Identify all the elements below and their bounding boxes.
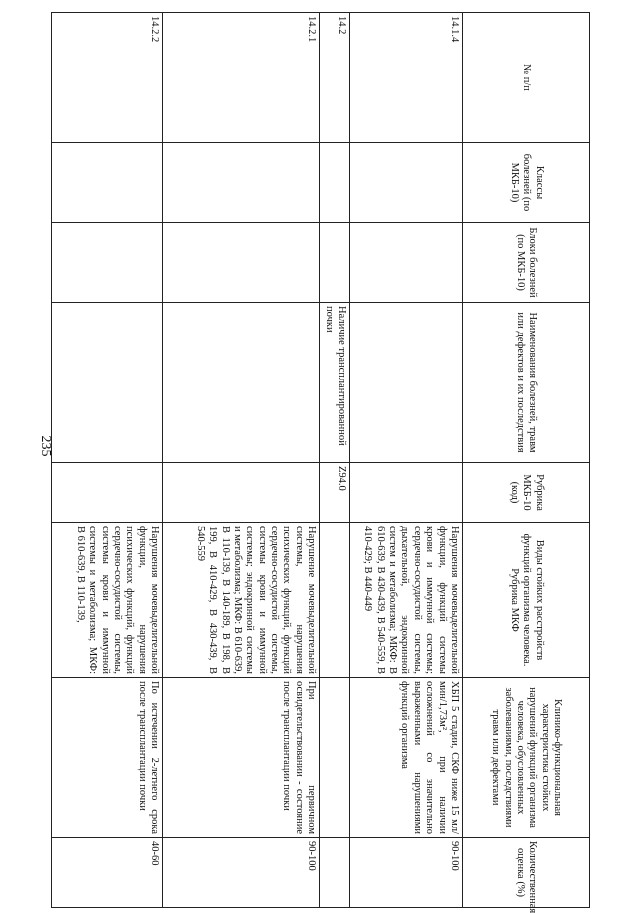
cell-clinical-characteristic: По истечении 2-летнего срока после трансплантации почки [52, 678, 163, 838]
cell-score: 40-60 [52, 838, 163, 908]
cell-disorder-type: Нарушение мочевыделительной системы, нарушения психических функций, функций сердечно-сосудистой системы, системы крови и иммунной системы; эндокринной системы и метаболизма; МКФ: B 610-639, B 110-139, B 140-189, B 198, B 199, B 410-429, B 430-439, B 540-559 [163, 523, 320, 678]
cell-disorder-type: Нарушения мочевыделительной функции, нарушения психических функций, функций сердечно-сосудистой системы, системы крови и иммунной системы и метаболизма; МКФ: B 610-639, B 110-139, [52, 523, 163, 678]
rotated-table-container [75, 12, 590, 913]
cell-code [163, 463, 320, 523]
table-row [52, 13, 163, 908]
header-disorder-type: Виды стойких расстройств функций организма человека. Рубрика МКФ [463, 523, 590, 678]
table-row [350, 13, 463, 908]
cell-score [320, 838, 350, 908]
cell-block [320, 223, 350, 303]
cell-class [350, 143, 463, 223]
table-row [320, 13, 350, 908]
cell-clinical-characteristic: При первичном освидетельствовании - состояние после трансплантации почки [163, 678, 320, 838]
cell-name [163, 303, 320, 463]
cell-code [52, 463, 163, 523]
header-quantitative-score: Количественная оценка (%) [463, 838, 590, 908]
header-icd-code: Рубрика МКБ-10 (код) [463, 463, 590, 523]
cell-clinical-characteristic [320, 678, 350, 838]
cell-number: 14.2.2 [52, 13, 163, 143]
cell-block [163, 223, 320, 303]
cell-disorder-type [320, 523, 350, 678]
header-disease-name: Наименования болезней, травм или дефектов и их последствия [463, 303, 590, 463]
header-disease-class: Классы болезней (по МКБ-10) [463, 143, 590, 223]
header-number: № п/п [463, 13, 590, 143]
header-clinical-characteristic: Клинико-функциональная характеристика стойких нарушений функций организма человека, обусловленных заболеваниями, последствиями травм или дефектами [463, 678, 590, 838]
cell-class [163, 143, 320, 223]
cell-name [52, 303, 163, 463]
header-disease-block: Блоки болезней (по МКБ-10) [463, 223, 590, 303]
cell-disorder-type: Нарушения мочевыделительной функции, функций системы крови и иммунной системы; сердечно-сосудистой системы, дыхательной, эндокринной систем и метаболизма; МКФ: B 610-639, B 430-439, B 540-559, B 410-429; B 440-449 [350, 523, 463, 678]
table-header-row [463, 13, 590, 908]
cell-name [350, 303, 463, 463]
cell-block [350, 223, 463, 303]
cell-code: Z94.0 [320, 463, 350, 523]
cell-number: 14.1.4 [350, 13, 463, 143]
cell-block [52, 223, 163, 303]
disability-criteria-table [51, 12, 590, 913]
cell-number: 14.2 [320, 13, 350, 143]
table-row [163, 13, 320, 908]
cell-score: 90-100 [163, 838, 320, 908]
cell-score: 90-100 [350, 838, 463, 908]
page-number: 235 [38, 435, 53, 457]
cell-code [350, 463, 463, 523]
cell-clinical-characteristic: ХБП 5 стадии, СКФ ниже 15 мл/мин/1,73м², при наличии осложнений со значительно выраженными нарушениями функций организма [350, 678, 463, 838]
cell-name: Наличие трансплантированной почки [320, 303, 350, 463]
cell-class [320, 143, 350, 223]
cell-number: 14.2.1 [163, 13, 320, 143]
cell-class [52, 143, 163, 223]
